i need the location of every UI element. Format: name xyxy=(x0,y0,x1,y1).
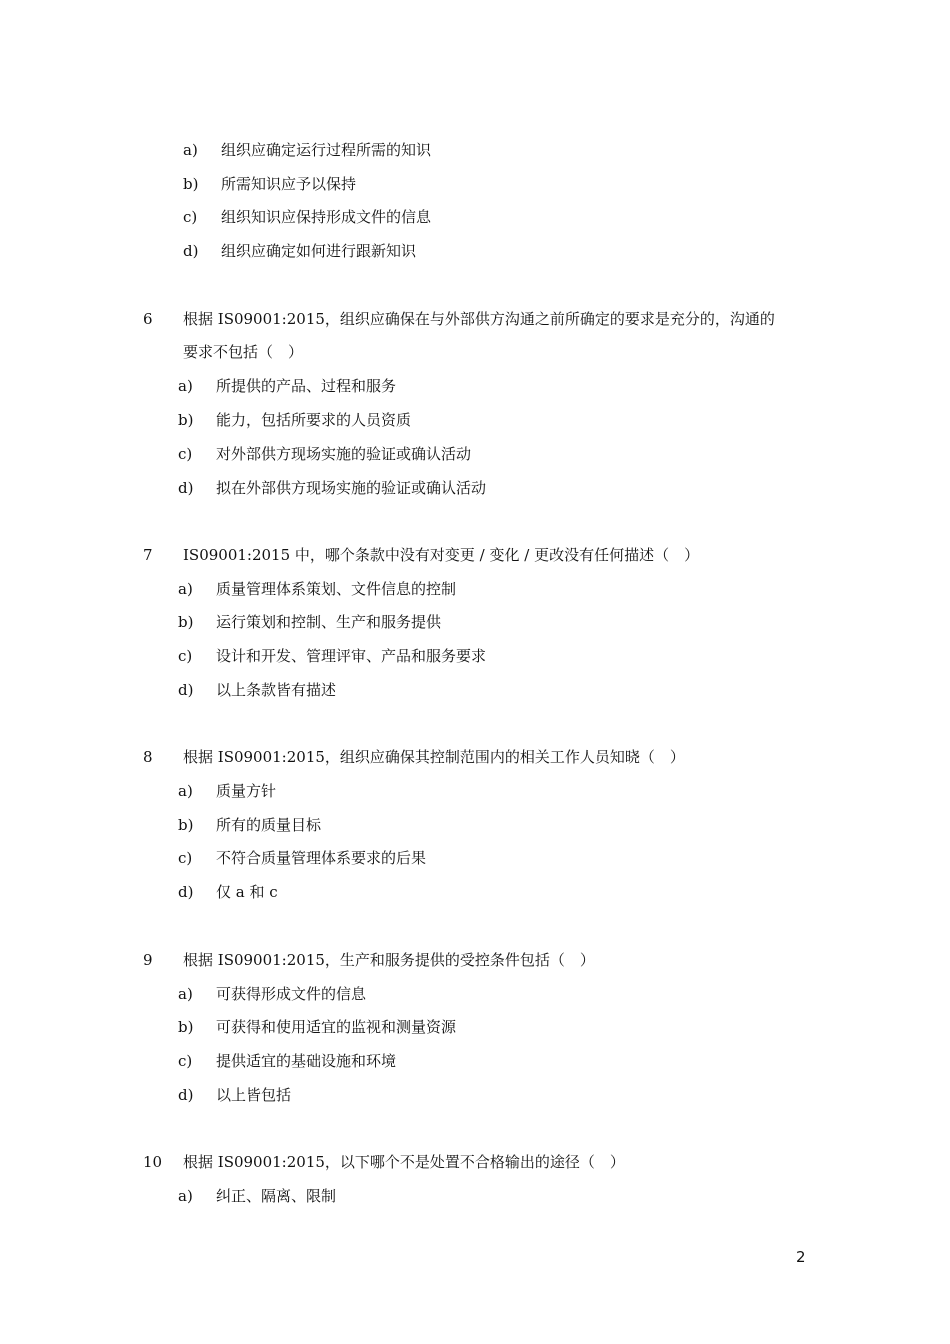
question-text: 根据 IS09001:2015，组织应确保在与外部供方沟通之前所确定的要求是充分的，沟通的 xyxy=(183,310,775,328)
option-label: a) xyxy=(178,377,193,395)
question-number: 7 xyxy=(143,546,153,564)
option-label: a) xyxy=(178,985,193,1003)
option-label: d) xyxy=(183,242,199,260)
option-label: a) xyxy=(178,1187,193,1205)
option-label: b) xyxy=(178,411,194,429)
question-number: 6 xyxy=(143,310,153,328)
option-label: d) xyxy=(178,479,194,497)
option-label: d) xyxy=(178,1086,194,1104)
option-text: 可获得形成文件的信息 xyxy=(216,985,367,1003)
option-text: 组织应确定运行过程所需的知识 xyxy=(221,141,432,159)
option-text: 拟在外部供方现场实施的验证或确认活动 xyxy=(216,479,487,497)
option-text: 所有的质量目标 xyxy=(216,816,322,834)
option-text: 以上皆包括 xyxy=(216,1086,292,1104)
option-text: 仅 a 和 c xyxy=(216,883,278,901)
option-label: c) xyxy=(178,647,193,665)
question-number: 10 xyxy=(143,1153,163,1171)
option-label: c) xyxy=(178,1052,193,1070)
question-text: 根据 IS09001:2015，以下哪个不是处置不合格输出的途径（ ） xyxy=(183,1153,625,1171)
option-label: d) xyxy=(178,883,194,901)
option-label: a) xyxy=(178,782,193,800)
option-text: 质量管理体系策划、文件信息的控制 xyxy=(216,580,457,598)
page-number: 2 xyxy=(796,1248,806,1266)
question-text: 根据 IS09001:2015，生产和服务提供的受控条件包括（ ） xyxy=(183,951,595,969)
option-label: b) xyxy=(183,175,199,193)
option-label: d) xyxy=(178,681,194,699)
option-text: 以上条款皆有描述 xyxy=(216,681,337,699)
option-label: a) xyxy=(183,141,198,159)
question-number: 8 xyxy=(143,748,153,766)
option-text: 提供适宜的基础设施和环境 xyxy=(216,1052,397,1070)
option-text: 设计和开发、管理评审、产品和服务要求 xyxy=(216,647,487,665)
option-text: 运行策划和控制、生产和服务提供 xyxy=(216,613,442,631)
question-text-continued: 要求不包括（ ） xyxy=(183,343,304,361)
option-label: c) xyxy=(178,849,193,867)
option-label: c) xyxy=(183,208,198,226)
option-text: 质量方针 xyxy=(216,782,277,800)
option-label: b) xyxy=(178,613,194,631)
option-text: 可获得和使用适宜的监视和测量资源 xyxy=(216,1018,457,1036)
option-text: 所需知识应予以保持 xyxy=(221,175,357,193)
option-text: 所提供的产品、过程和服务 xyxy=(216,377,397,395)
option-label: c) xyxy=(178,445,193,463)
option-text: 能力，包括所要求的人员资质 xyxy=(216,411,412,429)
option-text: 对外部供方现场实施的验证或确认活动 xyxy=(216,445,472,463)
option-text: 组织知识应保持形成文件的信息 xyxy=(221,208,432,226)
option-label: b) xyxy=(178,1018,194,1036)
option-label: b) xyxy=(178,816,194,834)
option-label: a) xyxy=(178,580,193,598)
question-number: 9 xyxy=(143,951,153,969)
option-text: 不符合质量管理体系要求的后果 xyxy=(216,849,427,867)
question-text: 根据 IS09001:2015，组织应确保其控制范围内的相关工作人员知晓（ ） xyxy=(183,748,685,766)
option-text: 纠正、隔离、限制 xyxy=(216,1187,337,1205)
question-text: IS09001:2015 中，哪个条款中没有对变更 / 变化 / 更改没有任何描述（ ） xyxy=(183,546,700,564)
option-text: 组织应确定如何进行跟新知识 xyxy=(221,242,417,260)
